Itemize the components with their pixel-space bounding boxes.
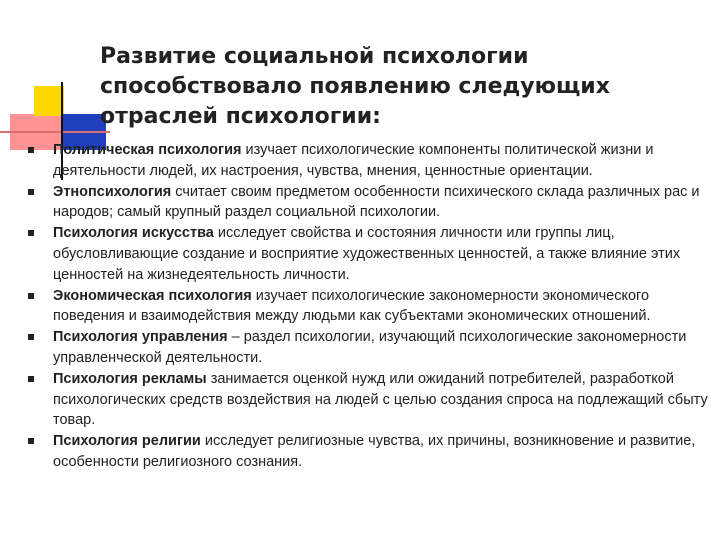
square-bullet-icon: [28, 293, 34, 299]
item-term: Психология управления: [53, 329, 228, 346]
item-description: исследует свойства и состояния личности или группы лиц, обусловливающие создание и восприятие художественных ценностей, а также влияние этих ценностей на жизнедеятельность личности.: [53, 225, 681, 283]
item-description: изучает психологические закономерности экономического поведения и взаимодействия между людьми как субъектами экономических отношений.: [53, 287, 651, 325]
item-description: занимается оценкой нужд или ожиданий потребителей, разработкой психологических средств воздействия на людей с целью создания спроса на подлежащий сбыту товар.: [53, 370, 708, 429]
item-term: Политическая психология: [53, 142, 242, 158]
title-line-1: Развитие социальной психологии: [100, 44, 529, 69]
list-item-art-psychology: [28, 223, 708, 285]
square-bullet-icon: [28, 230, 34, 236]
list-item-religion-psychology: [28, 431, 708, 473]
list-item-management-psychology: [28, 327, 708, 369]
list-item-economic-psychology: [28, 286, 708, 328]
item-description: исследует религиозные чувства, их причины, возникновение и развитие, особенности религиозного сознания.: [53, 433, 696, 470]
item-term: Этнопсихология: [53, 183, 172, 200]
item-term: Психология религии: [53, 433, 201, 450]
list-item-political-psychology: [28, 140, 708, 182]
branches-list: [28, 140, 708, 473]
decorative-yellow-square: [34, 86, 64, 116]
square-bullet-icon: [28, 438, 34, 444]
square-bullet-icon: [28, 376, 34, 382]
item-description: изучает психологические компоненты политической жизни и деятельности людей, их настроения, чувства, мнения, ценностные ориентации.: [53, 142, 654, 179]
square-bullet-icon: [28, 334, 34, 340]
item-description: – раздел психологии, изучающий психологические закономерности управленческой деятельности.: [53, 329, 687, 366]
square-bullet-icon: [28, 147, 34, 153]
item-term: Психология рекламы: [53, 370, 207, 387]
title-line-2: способствовало появлению следующих: [100, 74, 610, 99]
square-bullet-icon: [28, 189, 34, 195]
title-line-3: отраслей психологии:: [100, 104, 381, 129]
item-term: Психология искусства: [53, 225, 214, 242]
item-term: Экономическая психология: [53, 287, 252, 304]
list-item-advertising-psychology: [28, 369, 708, 431]
decorative-horizontal-line: [0, 131, 110, 133]
item-description: считает своим предметом особенности психического склада различных рас и народов; самый крупный раздел социальной психологии.: [53, 183, 700, 221]
slide-title: [100, 42, 660, 132]
list-item-ethnopsychology: [28, 182, 708, 224]
